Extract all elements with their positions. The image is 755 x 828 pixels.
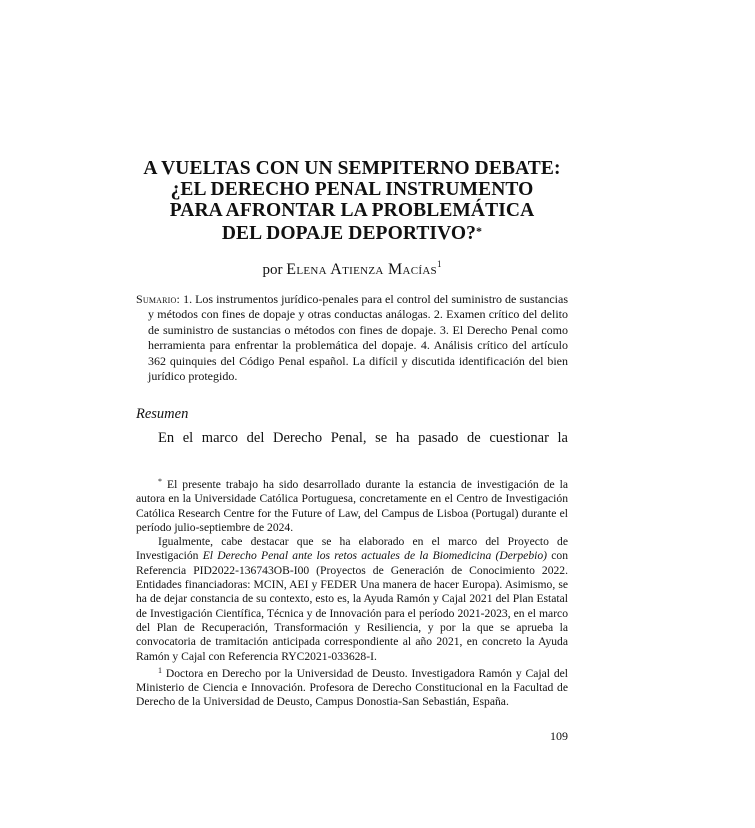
page-number: 109 bbox=[550, 729, 568, 743]
footnote-1-text: Doctora en Derecho por la Universidad de Deusto. Investigadora Ramón y Cajal del Ministerio de Ciencia e Innovación. Profesora de Derecho Constitucional en la Facultad de Derecho de la Universidad de Deusto, Campus Donostia-San Sebastián, España. bbox=[136, 666, 568, 709]
title-line-3: PARA AFRONTAR LA PROBLEMÁTICA bbox=[169, 200, 535, 221]
summary-text: 1. Los instrumentos jurídico-penales para el control del suministro de sustancias y métodos con fines de dopaje y otras conductas análogas. 2. Examen crítico del delito de suministro de sustancias o métodos con fines de dopaje. 3. El Derecho Penal como herramienta para enfrentar la problemática del dopaje. 4. Análisis crítico del artículo 362 quinquies del Código Penal español. La difícil y discutida identificación del bien jurídico protegido. bbox=[148, 292, 569, 384]
footnote-star bbox=[136, 475, 568, 535]
footnote-1-marker: 1 bbox=[158, 665, 162, 675]
title-line-2: ¿EL DERECHO PENAL INSTRUMENTO bbox=[170, 179, 534, 200]
footnote-star-text: El presente trabajo ha sido desarrollado durante la estancia de investigación de la autora en la Universidade Católica Portuguesa, concretamente en el Centro de Investigación Católica Research Centre for the Future of Law, del Campus de Lisboa (Portugal) durante el período julio-septiembre de 2024. bbox=[136, 478, 568, 534]
title-footnote-marker: * bbox=[476, 224, 483, 238]
footnote-funding-text-2: con Referencia PID2022-136743OB-I00 (Proyectos de Generación de Conocimiento 2022. Entidades financiadoras: MCIN, AEI y FEDER Una manera de hacer Europa). Asimismo, se ha de dejar constancia de su contexto, esto es, la Ayuda Ramón y Cajal 2021 del Plan Estatal de Investigación Científica, Técnica y de Innovación para el período 2021-2023, en el marco del Plan de Recuperación, Transformación y Resiliencia, y por la que se aprueba la convocatoria de tramitación anticipada correspondiente al año 2021, en concreto la Ayuda Ramón y Cajal con Referencia RYC2021-033628-I. bbox=[136, 549, 569, 663]
article-title bbox=[136, 158, 568, 244]
author-name: Elena Atienza Macías bbox=[286, 261, 437, 278]
footnote-funding-project-title: El Derecho Penal ante los retos actuales de la Biomedicina (Derpebio) bbox=[202, 549, 548, 563]
footnote-1 bbox=[136, 664, 568, 710]
article-page bbox=[136, 0, 568, 828]
footnote-funding-text-1: Igualmente, cabe destacar que se ha elaborado en el marco del Proyecto de Investigación bbox=[136, 535, 568, 563]
author-prefix: por bbox=[262, 262, 283, 278]
abstract-text: En el marco del Derecho Penal, se ha pasado de cuestionar la bbox=[158, 430, 568, 446]
title-line-1: A VUELTAS CON UN SEMPITERNO DEBATE: bbox=[143, 158, 561, 179]
footnote-star-marker: * bbox=[158, 477, 162, 486]
author-line bbox=[136, 255, 568, 279]
footnote-funding bbox=[136, 535, 568, 664]
footnotes bbox=[136, 475, 568, 710]
abstract-heading: Resumen bbox=[136, 406, 189, 422]
title-line-4-text: DEL DOPAJE DEPORTIVO? bbox=[221, 223, 477, 244]
title-line-4 bbox=[136, 221, 568, 244]
summary-block bbox=[136, 292, 568, 384]
author-footnote-marker: 1 bbox=[436, 259, 442, 269]
summary-label: Sumario: bbox=[136, 292, 181, 306]
